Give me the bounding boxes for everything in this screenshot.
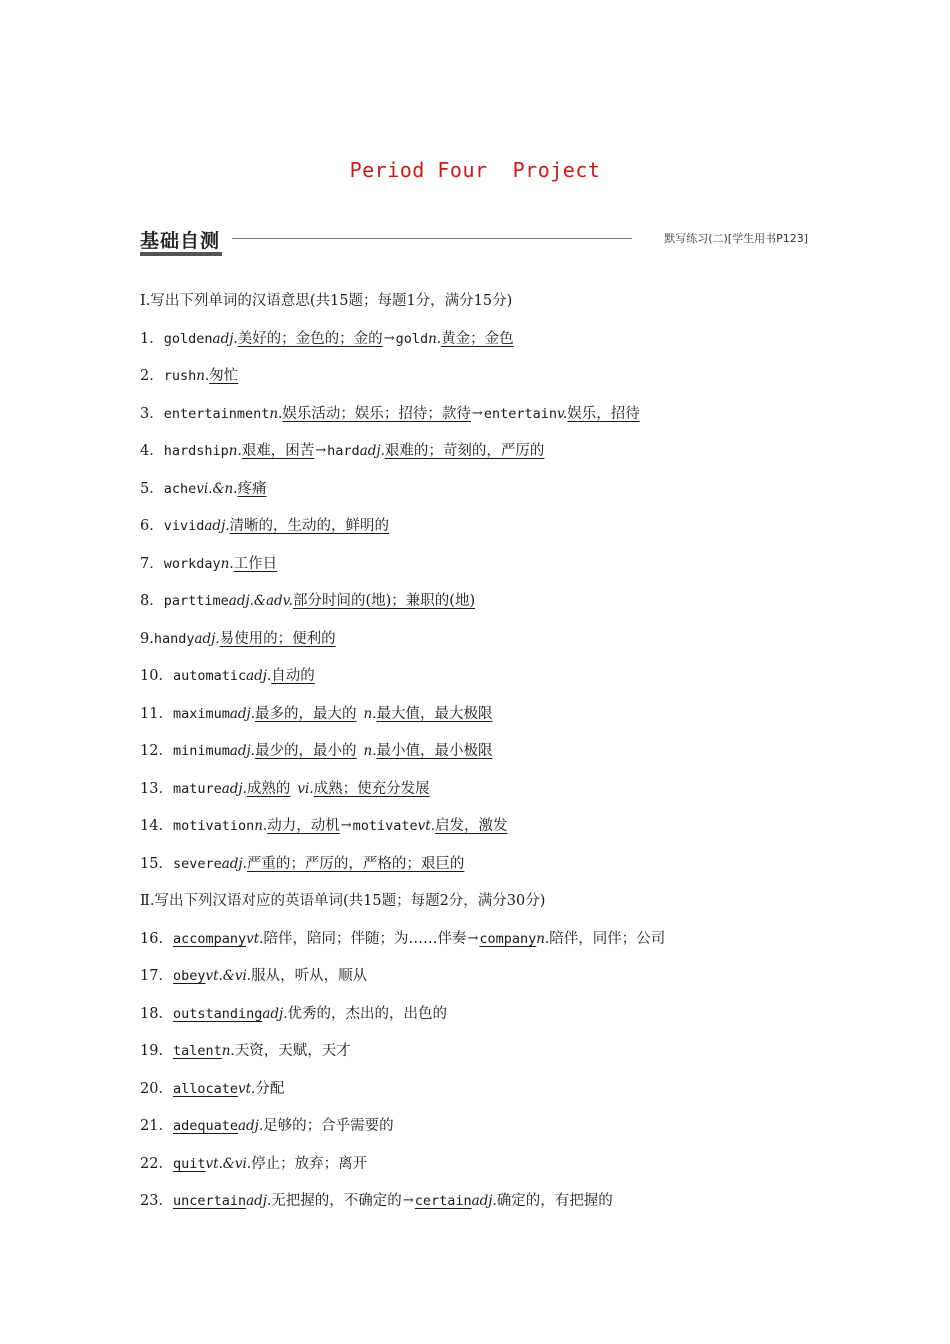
- chinese-meaning-answer: 娱乐活动；娱乐；招待；款待: [282, 405, 471, 422]
- item-number: 10．: [140, 668, 173, 684]
- chinese-meaning-answer: 易使用的；便利的: [219, 630, 336, 647]
- section-header: [140, 226, 808, 260]
- derived-part-of-speech: adj.: [359, 443, 385, 459]
- section-title-underbar: [140, 252, 222, 256]
- exercise-item: [140, 740, 820, 778]
- english-word: mature: [172, 780, 222, 797]
- page-title: Period Four Project: [349, 158, 601, 182]
- part2-list: [140, 928, 820, 1228]
- item-number: 6．: [140, 518, 164, 534]
- derived-meaning-answer: 艰难的；苛刻的，严厉的: [384, 443, 545, 459]
- exercise-item: [140, 590, 820, 628]
- exercise-item: [140, 628, 820, 666]
- chinese-meaning-answer: 匆忙: [209, 368, 239, 384]
- exercise-item: [140, 1040, 820, 1078]
- derived-meaning-answer: 成熟；使充分发展: [313, 780, 430, 797]
- chinese-meaning-answer: 工作日: [233, 555, 278, 572]
- exercise-item: [140, 553, 820, 591]
- english-word: minimum: [172, 743, 230, 759]
- derived-part-of-speech: n.: [363, 743, 377, 759]
- derivation-arrow: →: [402, 1193, 414, 1208]
- exercise-item: [140, 478, 820, 516]
- english-answer: accompany: [172, 930, 247, 947]
- derived-part-of-speech: n.: [428, 330, 442, 347]
- item-number: 20．: [140, 1080, 173, 1097]
- english-word: golden: [163, 330, 213, 347]
- chinese-meaning: 陪伴，陪同；伴随；为……伴奏: [263, 930, 467, 947]
- exercise-item: [140, 1078, 820, 1116]
- exercise-item: [140, 440, 820, 478]
- english-word: handy: [153, 630, 195, 647]
- part-of-speech: vt.&vi.: [205, 1155, 252, 1172]
- english-answer: allocate: [172, 1080, 238, 1097]
- chinese-meaning-answer: 艰难，困苦: [241, 443, 315, 459]
- derived-chinese-meaning: 确定的，有把握的: [496, 1193, 613, 1209]
- derived-meaning-answer: 黄金；金色: [441, 330, 514, 347]
- item-number: 21．: [140, 1118, 173, 1134]
- section-title: 基础自测: [140, 230, 221, 252]
- derived-part-of-speech: n.: [536, 930, 550, 947]
- chinese-meaning: 天资，天赋，天才: [234, 1043, 351, 1059]
- chinese-meaning-answer: 自动的: [271, 668, 315, 684]
- exercise-item: [140, 778, 820, 816]
- part-of-speech: vt.: [237, 1080, 256, 1097]
- part-of-speech: adj.: [246, 668, 272, 684]
- exercise-item: [140, 853, 820, 891]
- english-answer: quit: [172, 1155, 206, 1172]
- derivation-arrow: →: [383, 330, 395, 346]
- part-of-speech: vi.&n.: [196, 480, 238, 497]
- item-number: 3．: [140, 405, 164, 422]
- derived-part-of-speech: adj.: [471, 1193, 497, 1209]
- exercise-item: [140, 815, 820, 853]
- chinese-meaning-answer: 动力，动机: [267, 818, 340, 834]
- item-number: 7．: [140, 555, 164, 572]
- derived-part-of-speech: n.: [363, 705, 377, 722]
- item-number: 1．: [140, 330, 164, 347]
- item-number: 11．: [140, 705, 173, 722]
- chinese-meaning-answer: 最少的，最小的: [255, 743, 357, 759]
- english-answer: obey: [172, 968, 206, 984]
- part2-heading: Ⅱ.写出下列汉语对应的英语单词(共15题；每题2分，满分30分): [140, 893, 546, 909]
- part-of-speech: adj.: [221, 855, 247, 872]
- derived-part-of-speech: v.: [556, 405, 568, 422]
- english-word: workday: [163, 555, 221, 572]
- item-number: 18．: [140, 1005, 173, 1022]
- item-number: 5．: [140, 480, 164, 497]
- english-word: parttime: [163, 593, 229, 609]
- chinese-meaning: 停止；放弃；离开: [251, 1155, 368, 1172]
- derivation-arrow: →: [315, 443, 327, 458]
- english-word: ache: [163, 480, 197, 497]
- part-of-speech: n.: [221, 1043, 235, 1059]
- item-number: 13．: [140, 780, 173, 797]
- chinese-meaning: 足够的；合乎需要的: [263, 1118, 394, 1134]
- derived-chinese-meaning: 陪伴，同伴；公司: [549, 930, 666, 947]
- exercise-item: [140, 365, 820, 403]
- exercise-item: [140, 328, 820, 366]
- english-word: vivid: [163, 518, 205, 534]
- english-answer: talent: [172, 1043, 222, 1059]
- part-of-speech: vt.: [246, 930, 264, 947]
- chinese-meaning-answer: 疼痛: [237, 480, 267, 497]
- item-number: 23．: [140, 1193, 173, 1209]
- chinese-meaning-answer: 部分时间的(地)；兼职的(地): [292, 593, 476, 609]
- exercise-content: [140, 290, 820, 1228]
- part-of-speech: n.: [196, 368, 210, 384]
- derived-meaning-answer: 最小值，最小极限: [376, 743, 493, 759]
- exercise-item: [140, 665, 820, 703]
- exercise-item: [140, 403, 820, 441]
- item-number: 22．: [140, 1155, 173, 1172]
- part1-heading: Ⅰ.写出下列单词的汉语意思(共15题；每题1分，满分15分): [140, 293, 513, 309]
- chinese-meaning: 服从，听从，顺从: [251, 968, 368, 984]
- part-of-speech: adj.: [229, 743, 256, 759]
- english-word: maximum: [172, 705, 230, 722]
- chinese-meaning-answer: 美好的；金色的；金的: [237, 330, 383, 347]
- english-word: hardship: [163, 443, 229, 459]
- item-number: 12．: [140, 743, 173, 759]
- part-of-speech: adj.: [204, 518, 230, 534]
- english-word: rush: [163, 368, 197, 384]
- english-answer: outstanding: [172, 1005, 263, 1022]
- item-number: 16．: [140, 930, 173, 947]
- english-answer: uncertain: [172, 1193, 247, 1209]
- chinese-meaning: 无把握的，不确定的: [271, 1193, 402, 1209]
- exercise-item: [140, 1190, 820, 1228]
- item-number: 17．: [140, 968, 173, 984]
- item-number: 19．: [140, 1043, 173, 1059]
- english-word: severe: [172, 855, 222, 872]
- part-of-speech: n.: [220, 555, 234, 572]
- chinese-meaning-answer: 严重的；严厉的，严格的；艰巨的: [246, 855, 465, 872]
- item-number: 9.: [140, 630, 154, 647]
- part-of-speech: adj.: [221, 780, 247, 797]
- exercise-item: [140, 1003, 820, 1041]
- section-reference-note: 默写练习(二)[学生用书P123]: [664, 232, 808, 245]
- part-of-speech: n.: [254, 818, 268, 834]
- derived-meaning-answer: 最大值，最大极限: [376, 705, 493, 722]
- part1-list: [140, 328, 820, 891]
- part-of-speech: adj.&adv.: [228, 593, 293, 609]
- derived-word: gold: [395, 330, 429, 347]
- english-word: entertainment: [163, 405, 270, 422]
- section-divider: [232, 238, 632, 239]
- part-of-speech: n.: [269, 405, 283, 422]
- exercise-item: [140, 515, 820, 553]
- item-number: 8．: [140, 593, 164, 609]
- derived-word: hard: [327, 443, 360, 459]
- derived-part-of-speech: vi.: [297, 780, 314, 797]
- exercise-item: [140, 703, 820, 741]
- exercise-item: [140, 1153, 820, 1191]
- chinese-meaning-answer: 最多的，最大的: [255, 705, 357, 722]
- part-of-speech: adj.: [262, 1005, 288, 1022]
- part-of-speech: adj.: [246, 1193, 272, 1209]
- part-of-speech: n.: [228, 443, 242, 459]
- chinese-meaning-answer: 清晰的，生动的，鲜明的: [229, 518, 390, 534]
- english-word: motivation: [172, 818, 255, 834]
- part-of-speech: adj.: [229, 705, 256, 722]
- chinese-meaning: 分配: [255, 1080, 285, 1097]
- derived-part-of-speech: vt.: [417, 818, 436, 834]
- chinese-meaning-answer: 成熟的: [246, 780, 291, 797]
- derived-word: motivate: [352, 818, 418, 834]
- derived-english-answer: certain: [414, 1193, 472, 1209]
- item-number: 4．: [140, 443, 164, 459]
- exercise-item: [140, 1115, 820, 1153]
- exercise-item: [140, 928, 820, 966]
- item-number: 15．: [140, 855, 173, 872]
- item-number: 14．: [140, 818, 173, 834]
- item-number: 2．: [140, 368, 164, 384]
- english-word: automatic: [172, 668, 247, 684]
- part-of-speech: adj.: [194, 630, 220, 647]
- derivation-arrow: →: [471, 405, 483, 421]
- derivation-arrow: →: [340, 818, 352, 833]
- derived-meaning-answer: 娱乐，招待: [567, 405, 640, 422]
- part-of-speech: adj.: [212, 330, 238, 347]
- derived-meaning-answer: 启发，激发: [435, 818, 508, 834]
- part-of-speech: vt.&vi.: [205, 968, 252, 984]
- exercise-item: [140, 965, 820, 1003]
- chinese-meaning: 优秀的，杰出的，出色的: [287, 1005, 448, 1022]
- derivation-arrow: →: [467, 930, 479, 946]
- part-of-speech: adj.: [237, 1118, 264, 1134]
- derived-english-answer: company: [479, 930, 537, 947]
- derived-word: entertain: [483, 405, 557, 422]
- english-answer: adequate: [172, 1118, 238, 1134]
